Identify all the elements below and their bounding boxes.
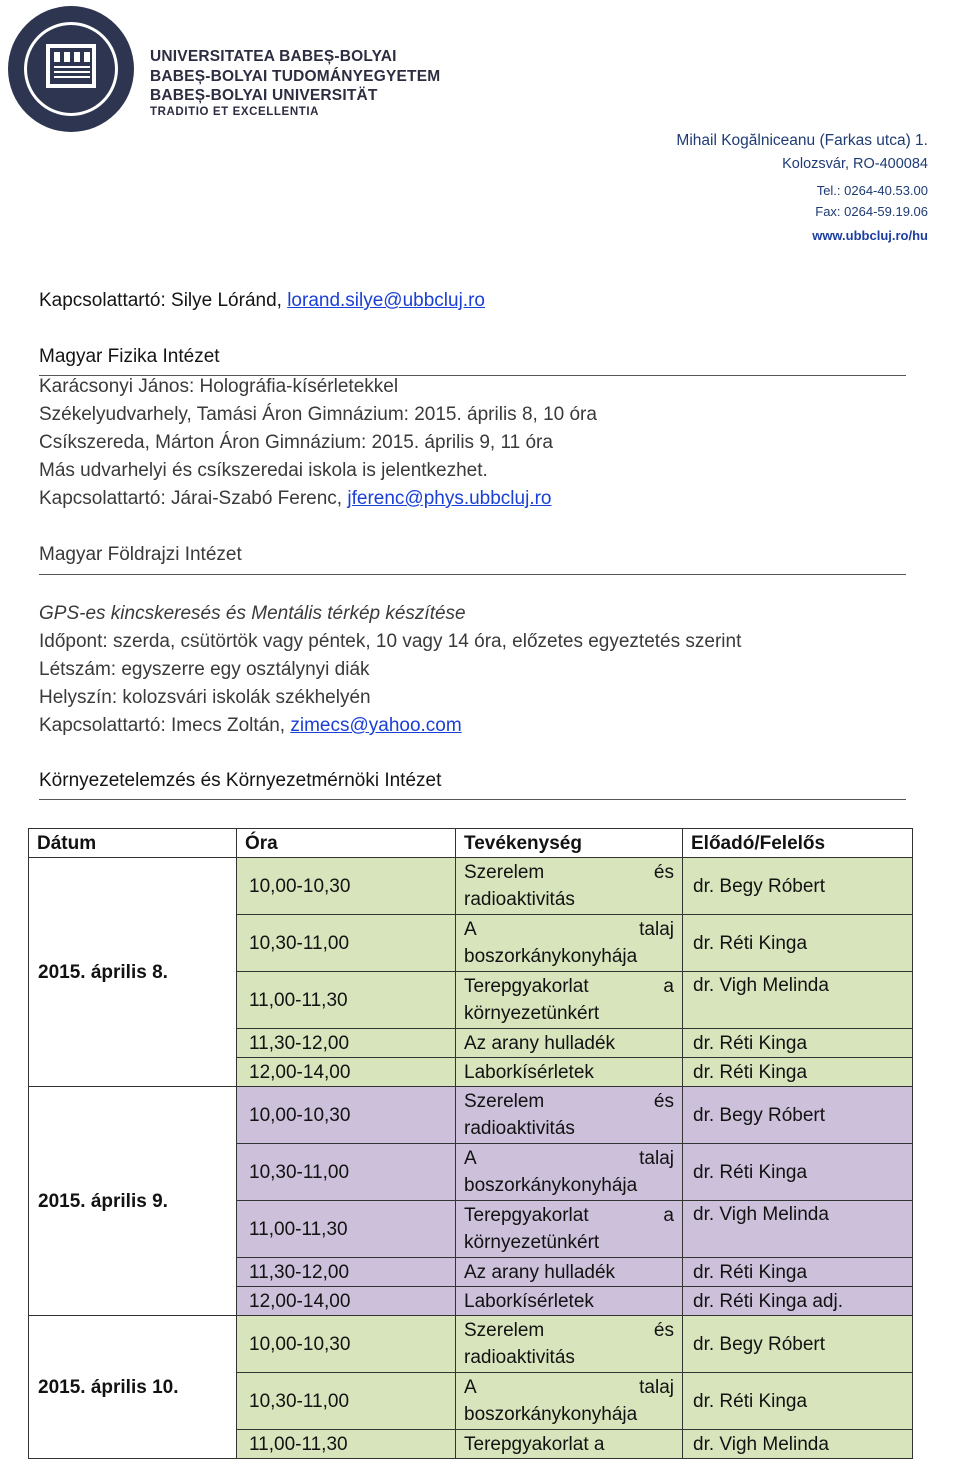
activity-cell <box>456 915 683 972</box>
activity-cell <box>456 1316 683 1373</box>
presenter-cell: dr. Réti Kinga <box>683 1029 913 1058</box>
schedule-table <box>28 828 913 1459</box>
activity-line: környezetünkért <box>464 1232 600 1253</box>
presenter-cell: dr. Réti Kinga <box>683 1144 913 1201</box>
activity-cell <box>456 858 683 915</box>
activity-cell <box>456 1144 683 1201</box>
brand-line-german: BABEȘ-BOLYAI UNIVERSITÄT <box>150 87 378 104</box>
time-cell: 11,30-12,00 <box>237 1029 456 1058</box>
university-seal-logo <box>6 4 136 134</box>
activity-line: Terepgyakorlat a <box>464 1205 674 1226</box>
presenter-cell: dr. Réti Kinga adj. <box>683 1287 913 1316</box>
presenter-cell: dr. Vigh Melinda <box>683 1430 913 1459</box>
activity-line: A talaj <box>464 1148 674 1169</box>
activity-line: Szerelem és <box>464 862 674 883</box>
date-cell: 2015. április 10. <box>29 1316 237 1459</box>
date-cell: 2015. április 8. <box>29 858 237 1087</box>
presenter-cell: dr. Begy Róbert <box>683 1316 913 1373</box>
header-activity: Tevékenység <box>456 829 683 858</box>
presenter-cell: dr. Réti Kinga <box>683 1058 913 1087</box>
contact-email-link[interactable]: jferenc@phys.ubbcluj.ro <box>347 488 552 509</box>
presenter-cell: dr. Réti Kinga <box>683 915 913 972</box>
address-street: Mihail Kogălniceanu (Farkas utca) 1. <box>676 132 928 149</box>
activity-line: radioaktivitás <box>464 1118 575 1139</box>
activity-line: A talaj <box>464 1377 674 1398</box>
activity-cell <box>456 1029 683 1058</box>
activity-cell <box>456 1430 683 1459</box>
foldrajz-contact <box>39 715 462 737</box>
activity-line: A talaj <box>464 919 674 940</box>
time-cell: 11,30-12,00 <box>237 1258 456 1287</box>
fizika-line-2: Székelyudvarhely, Tamási Áron Gimnázium: 2015. április 8, 10 óra <box>39 404 597 425</box>
presenter-cell: dr. Réti Kinga <box>683 1373 913 1430</box>
activity-line: Az arany hulladék <box>464 1261 616 1283</box>
time-cell: 10,30-11,00 <box>237 915 456 972</box>
header-time: Óra <box>237 829 456 858</box>
activity-line: Terepgyakorlat a <box>464 1433 605 1455</box>
activity-cell <box>456 1087 683 1144</box>
activity-line: Laborkísérletek <box>464 1061 594 1083</box>
time-cell: 12,00-14,00 <box>237 1287 456 1316</box>
brand-motto: TRADITIO ET EXCELLENTIA <box>150 106 320 118</box>
section-title-foldrajz: Magyar Földrajzi Intézet <box>39 544 242 565</box>
presenter-cell: dr. Begy Róbert <box>683 858 913 915</box>
contact-email-link[interactable]: zimecs@yahoo.com <box>290 715 462 736</box>
address-city: Kolozsvár, RO-400084 <box>782 156 928 172</box>
fizika-line-3: Csíkszereda, Márton Áron Gimnázium: 2015. április 9, 11 óra <box>39 432 553 453</box>
address-website-link[interactable]: www.ubbcluj.ro/hu <box>812 228 928 243</box>
activity-line: radioaktivitás <box>464 1347 575 1368</box>
fizika-line-4: Más udvarhelyi és csíkszeredai iskola is jelentkezhet. <box>39 460 488 481</box>
time-cell: 11,00-11,30 <box>237 972 456 1029</box>
presenter-cell: dr. Vigh Melinda <box>683 1201 913 1258</box>
table-header-row <box>29 829 913 858</box>
activity-line: radioaktivitás <box>464 889 575 910</box>
date-cell: 2015. április 9. <box>29 1087 237 1316</box>
brand-line-romanian: UNIVERSITATEA BABEȘ-BOLYAI <box>150 48 397 65</box>
fizika-contact <box>39 488 552 510</box>
table-row <box>29 1316 913 1373</box>
table-row <box>29 1087 913 1144</box>
table-row <box>29 858 913 915</box>
activity-cell <box>456 1201 683 1258</box>
activity-cell <box>456 1287 683 1316</box>
activity-cell <box>456 1258 683 1287</box>
activity-cell <box>456 1373 683 1430</box>
activity-line: Terepgyakorlat a <box>464 976 674 997</box>
foldrajz-line-3: Helyszín: kolozsvári iskolák székhelyén <box>39 687 371 708</box>
activity-line: Szerelem és <box>464 1091 674 1112</box>
time-cell: 10,30-11,00 <box>237 1144 456 1201</box>
time-cell: 10,00-10,30 <box>237 1316 456 1373</box>
time-cell: 10,00-10,30 <box>237 1087 456 1144</box>
fizika-line-1: Karácsonyi János: Holográfia-kísérletekkel <box>39 376 399 397</box>
section-divider <box>39 574 906 575</box>
activity-line: Az arany hulladék <box>464 1032 616 1054</box>
contact-label: Kapcsolattartó: Járai-Szabó Ferenc, <box>39 488 348 509</box>
contact-line-top <box>39 290 485 312</box>
header-date: Dátum <box>29 829 237 858</box>
section-divider <box>39 799 906 800</box>
time-cell: 11,00-11,30 <box>237 1430 456 1459</box>
time-cell: 11,00-11,30 <box>237 1201 456 1258</box>
activity-line: boszorkánykonyhája <box>464 1404 638 1425</box>
foldrajz-subtitle: GPS-es kincskeresés és Mentális térkép készítése <box>39 603 466 624</box>
contact-label: Kapcsolattartó: Imecs Zoltán, <box>39 715 291 736</box>
presenter-cell: dr. Vigh Melinda <box>683 972 913 1029</box>
activity-line: környezetünkért <box>464 1003 600 1024</box>
schedule-body <box>29 858 913 1459</box>
contact-email-link[interactable]: lorand.silye@ubbcluj.ro <box>287 290 485 311</box>
activity-cell <box>456 1058 683 1087</box>
time-cell: 10,30-11,00 <box>237 1373 456 1430</box>
section-title-kornyezet: Környezetelemzés és Környezetmérnöki Intézet <box>39 770 442 791</box>
presenter-cell: dr. Réti Kinga <box>683 1258 913 1287</box>
address-phone: Tel.: 0264-40.53.00 <box>816 183 928 198</box>
time-cell: 12,00-14,00 <box>237 1058 456 1087</box>
activity-line: Szerelem és <box>464 1320 674 1341</box>
contact-label: Kapcsolattartó: Silye Lóránd, <box>39 290 288 311</box>
foldrajz-line-1: Időpont: szerda, csütörtök vagy péntek, 10 vagy 14 óra, előzetes egyeztetés szerint <box>39 631 742 652</box>
section-title-fizika: Magyar Fizika Intézet <box>39 346 220 367</box>
activity-line: boszorkánykonyhája <box>464 946 638 967</box>
activity-line: boszorkánykonyhája <box>464 1175 638 1196</box>
header-presenter: Előadó/Felelős <box>683 829 913 858</box>
foldrajz-line-2: Létszám: egyszerre egy osztálynyi diák <box>39 659 370 680</box>
time-cell: 10,00-10,30 <box>237 858 456 915</box>
activity-line: Laborkísérletek <box>464 1290 594 1312</box>
brand-line-hungarian: BABEȘ-BOLYAI TUDOMÁNYEGYETEM <box>150 68 441 85</box>
address-fax: Fax: 0264-59.19.06 <box>815 204 928 219</box>
activity-cell <box>456 972 683 1029</box>
presenter-cell: dr. Begy Róbert <box>683 1087 913 1144</box>
